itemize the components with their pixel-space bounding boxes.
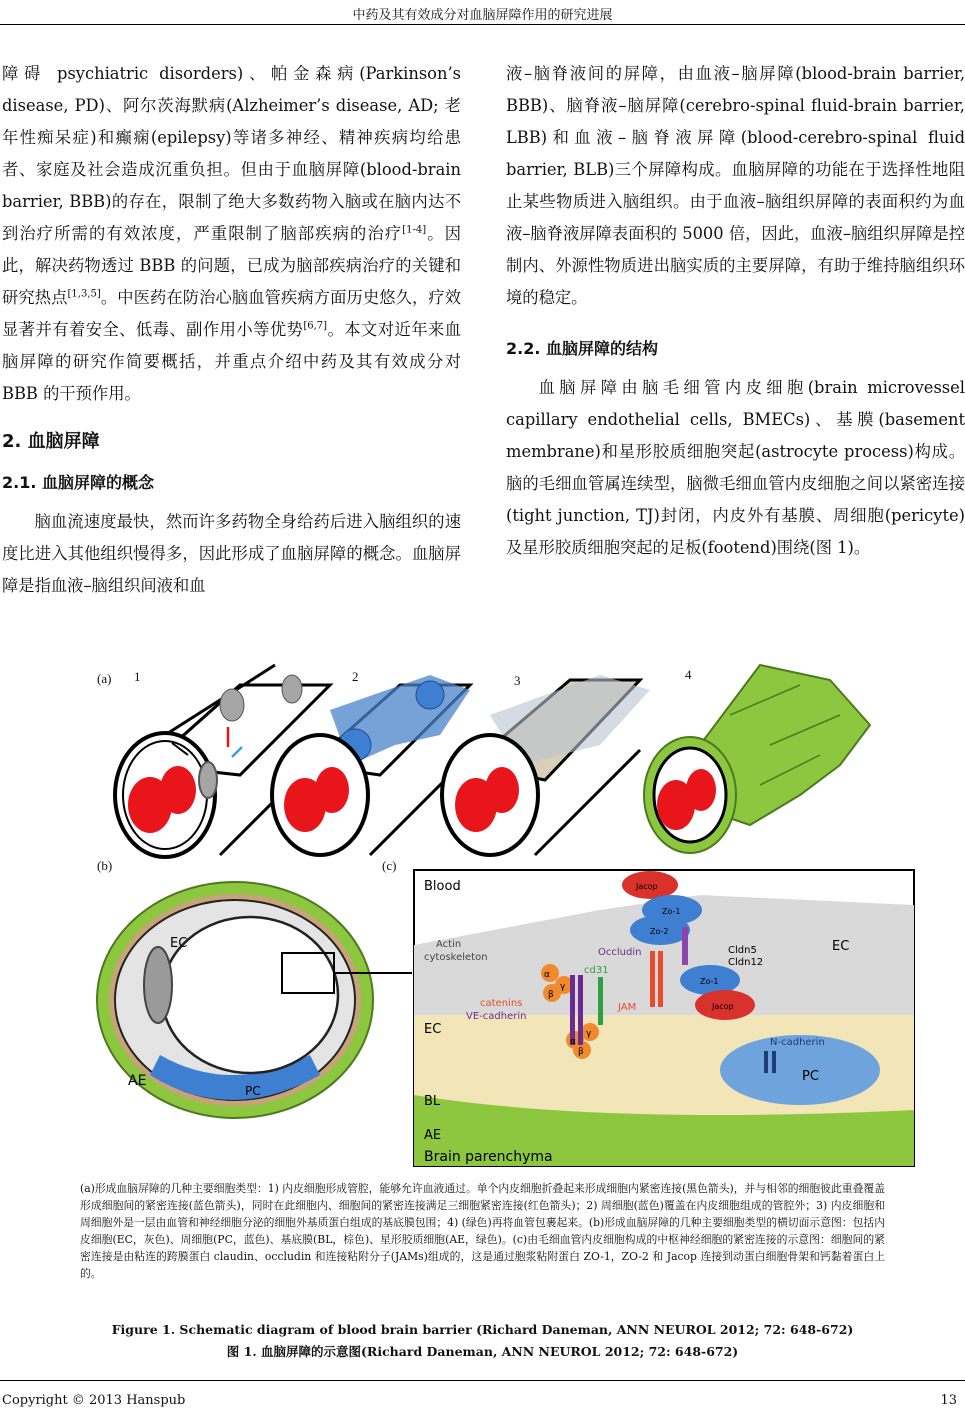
left-paragraph-1 (2, 58, 461, 410)
label-occludin: Occludin (598, 947, 642, 958)
step-2-label: 2 (352, 669, 359, 684)
panel-b-cross-section (97, 882, 412, 1118)
text-run: 。中医药在防治心脑血管疾病方面历史悠久，疗效显著并有着安全、低毒、副作用小等优势 (2, 288, 461, 339)
label-blood: Blood (424, 879, 461, 894)
label-jam: JAM (618, 1002, 637, 1013)
text-run: 。因此，解决药物透过 BBB 的问题，已成为脑部疾病治疗的关键和研究热点 (2, 224, 461, 307)
label-ae-c: AE (424, 1128, 442, 1143)
panel-c-tight-junction (414, 870, 914, 1166)
label-ec-right: EC (832, 939, 850, 954)
label-zo1-top: Zo-1 (662, 907, 681, 916)
step-1-label: 1 (134, 669, 141, 684)
left-column (2, 58, 461, 602)
label-gamma-bottom: γ (586, 1029, 592, 1039)
label-zo1-bottom: Zo-1 (700, 977, 719, 986)
label-n-cadherin: N-cadherin (770, 1037, 825, 1048)
citation[interactable]: [6,7] (303, 320, 328, 332)
label-catenins: catenins (480, 998, 523, 1009)
section-heading-2: 2. 血脑屏障 (2, 431, 100, 452)
label-actin: Actin (436, 939, 462, 950)
panel-a3-basement-membrane (442, 675, 650, 855)
figure-1 (0, 655, 965, 1175)
step-3-label: 3 (514, 673, 521, 688)
figure-caption-en: Figure 1. Schematic diagram of blood brain barrier (Richard Daneman, ANN NEUROL 2012; 72: 648-672) (111, 1322, 854, 1337)
label-cd31: cd31 (584, 965, 609, 976)
label-cytoskeleton: cytoskeleton (424, 952, 488, 963)
label-beta-bottom: β (578, 1047, 584, 1057)
label-pc-c: PC (802, 1069, 819, 1084)
label-gamma-top: γ (560, 982, 566, 992)
label-jacop-bottom: Jacop (712, 1002, 734, 1011)
text-run: 。本文对近年来血脑屏障的研究作简要概括，并重点介绍中药及其有效成分对 BBB 的干预作用。 (2, 320, 461, 403)
citation[interactable]: [1-4] (402, 224, 427, 236)
label-ve-cadherin: VE-cadherin (466, 1011, 527, 1022)
figure-illustration (0, 655, 965, 1175)
label-zo2-top: Zo-2 (650, 927, 669, 936)
section-heading-2-2: 2.2. 血脑屏障的结构 (506, 339, 658, 358)
running-header: 中药及其有效成分对血脑屏障作用的研究进展 (352, 8, 613, 23)
label-pc: PC (245, 1084, 261, 1098)
label-cldn5: Cldn5 (728, 945, 757, 956)
panel-b-label: (b) (97, 858, 113, 873)
copyright: Copyright © 2013 Hanspub (2, 1393, 186, 1408)
label-alpha-bottom: α (570, 1037, 576, 1047)
left-paragraph-2: 脑血流速度最快，然而许多药物全身给药后进入脑组织的速度比进入其他组织慢得多，因此形成了血脑屏障的概念。血脑屏障是指血液–脑组织间液和血 (2, 512, 461, 595)
label-beta-top: β (548, 990, 554, 1000)
page-number: 13 (940, 1393, 957, 1408)
right-column (506, 58, 965, 564)
text-run: 障碍 psychiatric disorders)、帕金森病(Parkinson’s disease, PD)、阿尔茨海默病(Alzheimer’s disease, AD; 老年性痴呆症)和癫痫(epilepsy)等诸多神经、精神疾病均给患者、家庭及社会造成沉重负担。但由于血脑屏障(blood-brain barrier, BBB)的存在，限制了绝大多数药物入脑或在脑内达不到治疗所需的有效浓度，严重限制了脑部疾病的治疗 (2, 64, 461, 243)
label-cldn12: Cldn12 (728, 957, 764, 968)
section-heading-2-1: 2.1. 血脑屏障的概念 (2, 473, 154, 492)
label-alpha-top: α (544, 970, 550, 980)
label-ec: EC (170, 936, 188, 951)
citation[interactable]: [1,3,5] (67, 288, 101, 300)
label-ec-left: EC (424, 1022, 442, 1037)
label-bl: BL (424, 1094, 441, 1109)
step-4-label: 4 (685, 667, 692, 682)
header-rule (0, 24, 965, 25)
figure-caption-cn: 图 1. 血脑屏障的示意图(Richard Daneman, ANN NEUROL 2012; 72: 648-672) (226, 1344, 739, 1359)
label-jacop-top: Jacop (636, 882, 658, 891)
label-ae: AE (128, 1073, 147, 1089)
panel-c-label: (c) (382, 858, 397, 873)
panel-a4-astrocyte-endfeet (644, 665, 870, 853)
label-brain-parenchyma: Brain parenchyma (424, 1149, 553, 1165)
right-paragraph-2: 血脑屏障由脑毛细管内皮细胞(brain microvessel capillary endothelial cells, BMECs)、基膜(basement membrane)和星形胶质细胞突起(astrocyte process)构成。脑的毛细血管属连续型，脑微毛细血管内皮细胞之间以紧密连接(tight junction, TJ)封闭，内皮外有基膜、周细胞(pericyte)及星形胶质细胞突起的足板(footend)围绕(图 1)。 (506, 378, 965, 557)
right-paragraph-1: 液–脑脊液间的屏障，由血液–脑屏障(blood-brain barrier, BBB)、脑脊液–脑屏障(cerebro-spinal fluid-brain barrier, LBB)和血液–脑脊液屏障(blood-cerebro-spinal fluid barrier, BLB)三个屏障构成。血脑屏障的功能在于选择性地阻止某些物质进入脑组织。由于血液–脑组织屏障的表面积约为血液–脑脊液屏障表面积的 5000 倍，因此，血液–脑组织屏障是控制内、外源性物质进出脑实质的主要屏障，有助于维持脑组织环境的稳定。 (506, 64, 965, 307)
figure-caption-body: (a)形成血脑屏障的几种主要细胞类型：1) 内皮细胞形成管腔，能够允许血液通过。单个内皮细胞折叠起来形成细胞内紧密连接(黑色箭头)，并与相邻的细胞彼此重叠覆盖形成细胞间的紧密连接(蓝色箭头)，同时在此细胞内、细胞间的紧密连接满足三细胞紧密连接(红色箭头)；2) 周细胞(蓝色)覆盖在内皮细胞组成的管腔外；3) 内皮细胞和周细胞外是一层由血管和神经细胞分泌的细胞外基质蛋白组成的基底膜包围；4) (绿色)再将血管包裹起来。(b)形成血脑屏障的几种主要细胞类型的横切面示意图：包括内皮细胞(EC，灰色)、周细胞(PC，蓝色)、基底膜(BL，棕色)、星形胶质细胞(AE，绿色)。(c)由毛细血管内皮细胞构成的中枢神经细胞的紧密连接的示意图：细胞间的紧密连接是由粘连的跨膜蛋白 claudin、occludin 和连接粘附分子(JAMs)组成的，这是通过胞浆粘附蛋白 ZO-1，ZO-2 和 Jacop 连接到动蛋白细胞骨架和钙黏着蛋白上的。 (80, 1182, 885, 1280)
panel-a-label: (a) (97, 671, 112, 686)
footer-rule (0, 1380, 965, 1381)
